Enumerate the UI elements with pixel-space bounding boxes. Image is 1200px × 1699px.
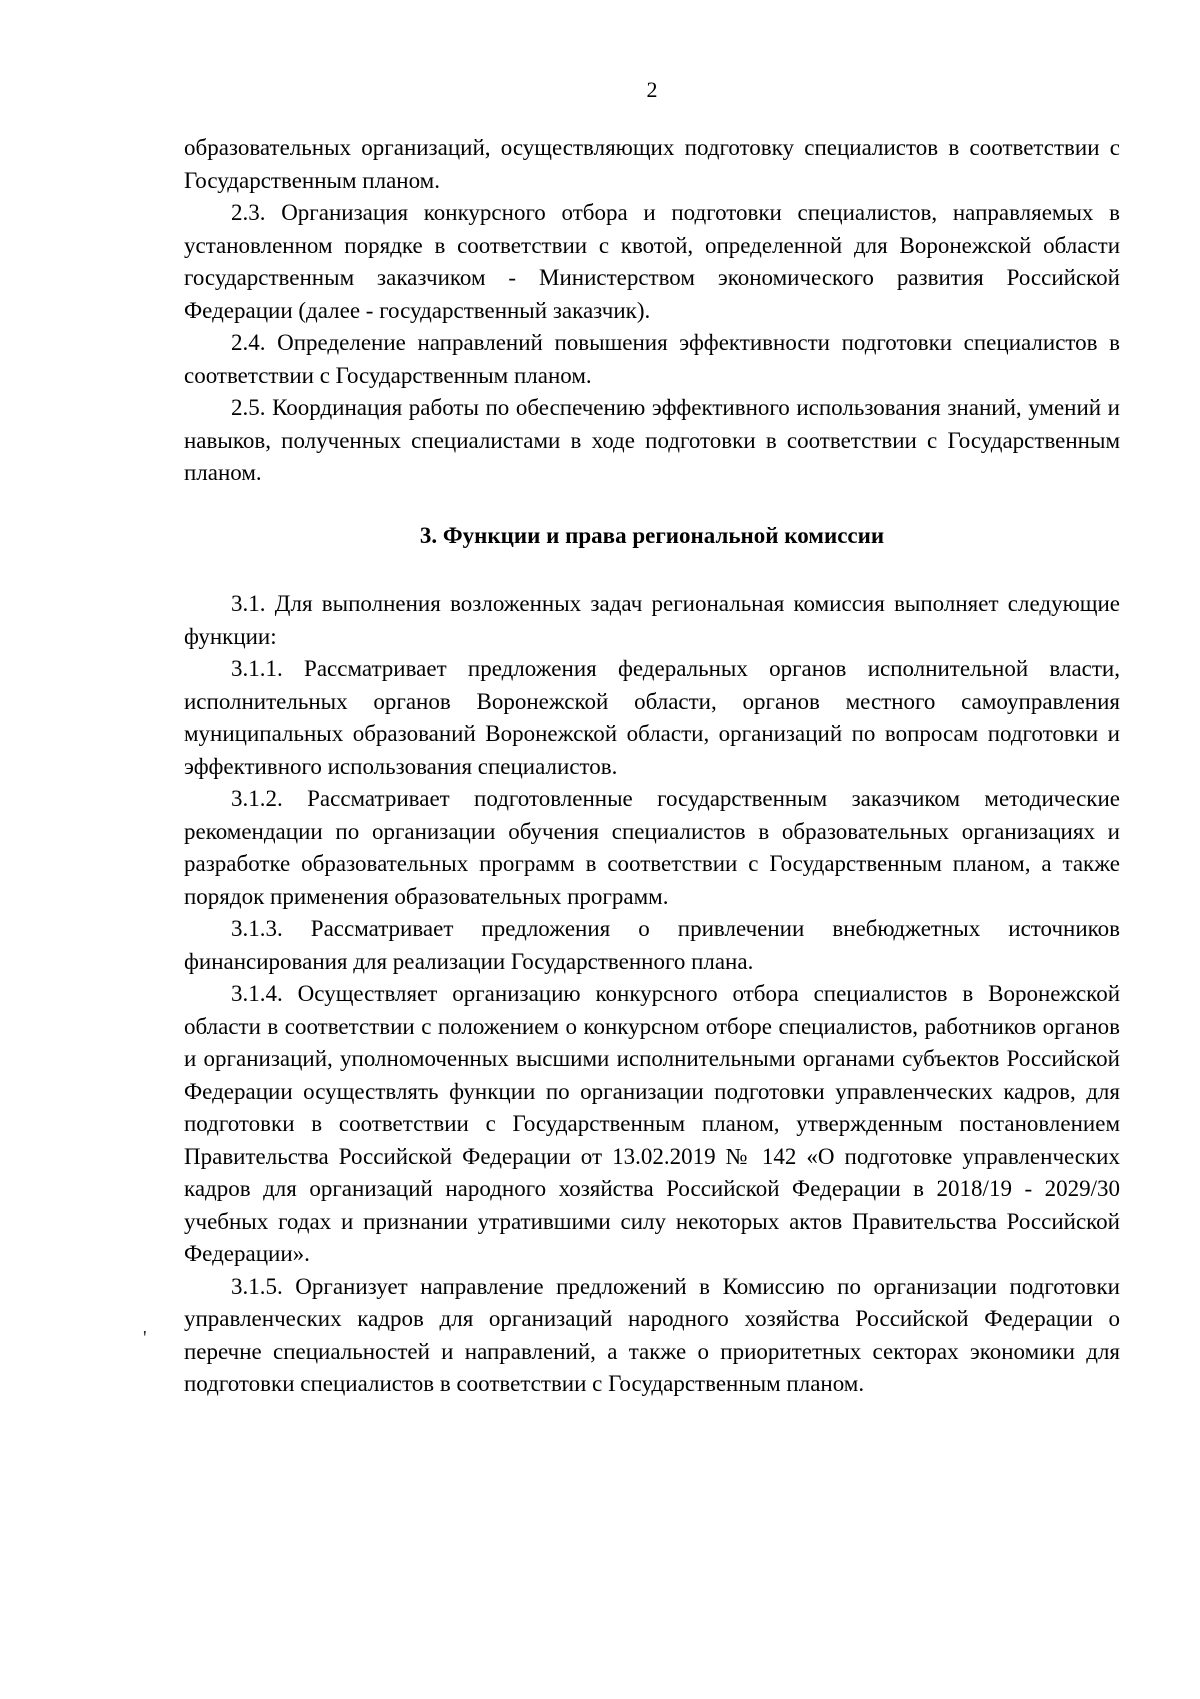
paragraph-item-3-1-2: 3.1.2. Рассматривает подготовленные государственным заказчиком методические рекомендации по организации обучения специалистов в образовательных организациях и разработке образовательных программ в соответствии с Государственным планом, а также порядок применения образовательных программ. [184, 786, 1120, 909]
paragraph-continuation: образовательных организаций, осуществляющих подготовку специалистов в соответствии с Государственным планом. [184, 135, 1120, 193]
paragraph-item-2-5: 2.5. Координация работы по обеспечению эффективного использования знаний, умений и навыков, полученных специалистами в ходе подготовки в соответствии с Государственным планом. [184, 395, 1120, 485]
page-number: 2 [646, 77, 658, 102]
document-body [184, 132, 1120, 1401]
section-3-heading: 3. Функции и права региональной комиссии [419, 522, 885, 548]
scan-artifact-mark: ' [143, 1327, 147, 1349]
paragraph-item-2-4: 2.4. Определение направлений повышения эффективности подготовки специалистов в соответствии с Государственным планом. [184, 330, 1120, 388]
paragraph-item-3-1-4: 3.1.4. Осуществляет организацию конкурсного отбора специалистов в Воронежской области в соответствии с положением о конкурсном отборе специалистов, работников органов и организаций, уполномоченных высшими исполнительными органами субъектов Российской Федерации осуществлять функции по организации подготовки управленческих кадров, для подготовки в соответствии с Государственным планом, утвержденным постановлением Правительства Российской Федерации от 13.02.2019 № 142 «О подготовке управленческих кадров для организаций народного хозяйства Российской Федерации в 2018/19 - 2029/30 учебных годах и признании утратившими силу некоторых актов Правительства Российской Федерации». [184, 981, 1120, 1266]
paragraph-item-3-1-1: 3.1.1. Рассматривает предложения федеральных органов исполнительной власти, исполнительных органов Воронежской области, органов местного самоуправления муниципальных образований Воронежской области, организаций по вопросам подготовки и эффективного использования специалистов. [184, 656, 1120, 779]
paragraph-item-2-3: 2.3. Организация конкурсного отбора и подготовки специалистов, направляемых в установленном порядке в соответствии с квотой, определенной для Воронежской области государственным заказчиком - Министерством экономического развития Российской Федерации (далее - государственный заказчик). [184, 200, 1120, 323]
paragraph-item-3-1: 3.1. Для выполнения возложенных задач региональная комиссия выполняет следующие функции: [184, 591, 1120, 649]
paragraph-item-3-1-5: 3.1.5. Организует направление предложений в Комиссию по организации подготовки управленческих кадров для организаций народного хозяйства Российской Федерации о перечне специальностей и направлений, а также о приоритетных секторах экономики для подготовки специалистов в соответствии с Государственным планом. [184, 1273, 1120, 1396]
paragraph-item-3-1-3: 3.1.3. Рассматривает предложения о привлечении внебюджетных источников финансирования для реализации Государственного плана. [184, 916, 1120, 974]
